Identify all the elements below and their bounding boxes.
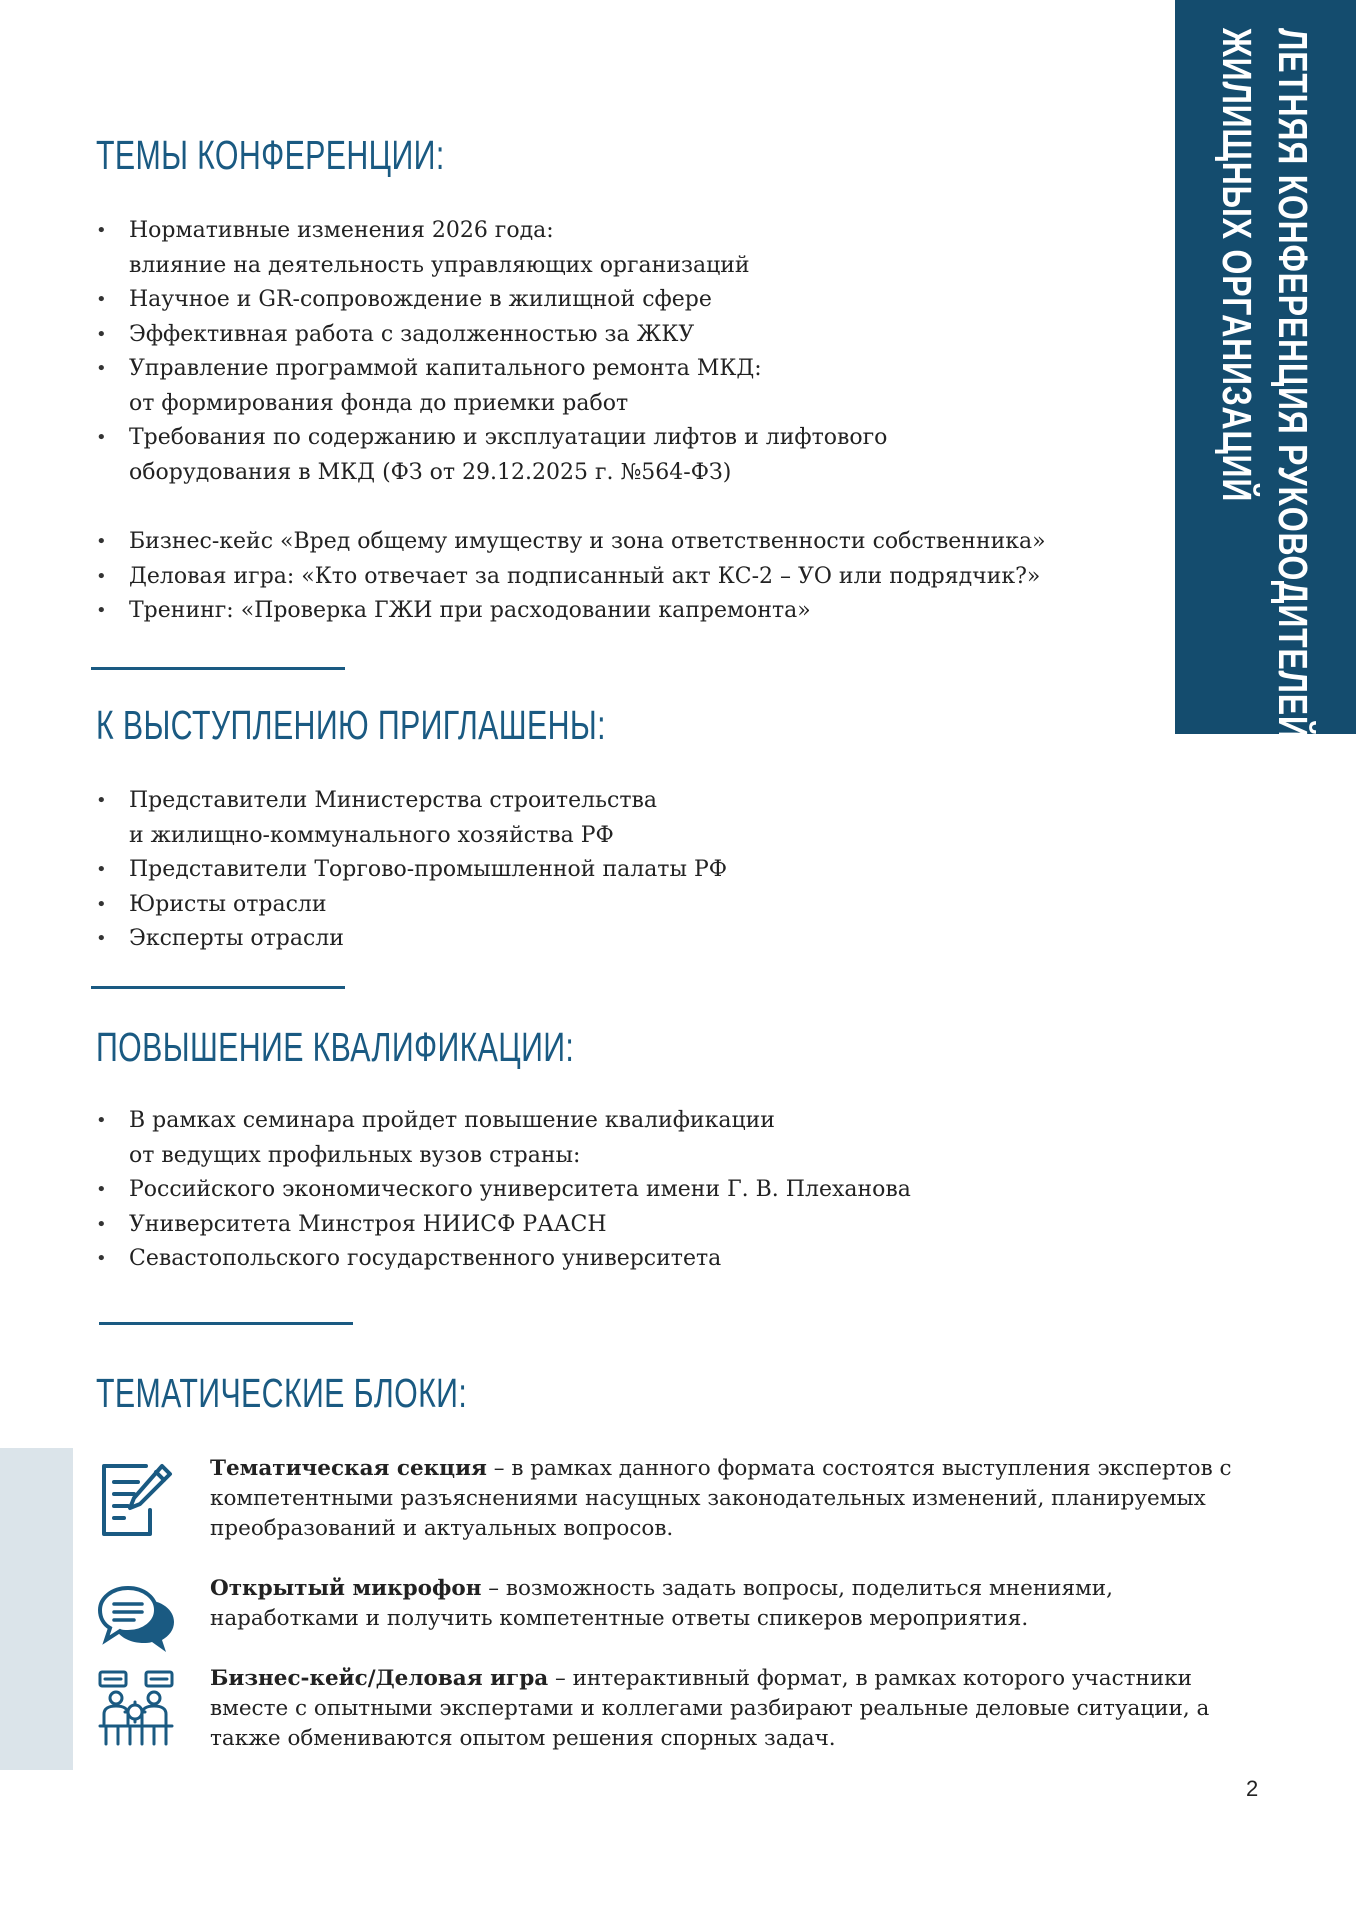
list-item: • Тренинг: «Проверка ГЖИ при расходовании капремонта» — [96, 594, 1096, 629]
block-open-microphone — [96, 1574, 1266, 1658]
section-divider — [99, 1322, 353, 1325]
block-text — [210, 1574, 1250, 1658]
block-description: – возможность задать вопросы, поделиться мнениями, наработками и получить компетентные ответы спикеров мероприятия. — [210, 1576, 1113, 1631]
block-description: – интерактивный формат, в рамках которого участники вместе с опытными экспертами и коллегами разбирают реальные деловые ситуации, а также обмениваются опытом решения спорных задач. — [210, 1666, 1210, 1751]
list-item: • Деловая игра: «Кто отвечает за подписанный акт КС-2 – УО или подрядчик?» — [96, 560, 1096, 595]
topics-extra-list — [96, 525, 1096, 629]
list-item: • Представители Торгово-промышленной палаты РФ — [96, 853, 1096, 888]
block-description: – в рамках данного формата состоятся выступления экспертов с компетентными разъяснениями насущных законодательных изменений, планируемых преобразований и актуальных вопросов. — [210, 1456, 1232, 1541]
qualification-list — [96, 1104, 1096, 1277]
qualification-heading: ПОВЫШЕНИЕ КВАЛИФИКАЦИИ: — [96, 1024, 575, 1070]
block-title: Бизнес-кейс/Деловая игра — [210, 1666, 549, 1691]
list-item: • Бизнес-кейс «Вред общему имуществу и зона ответственности собственника» — [96, 525, 1096, 560]
left-decor-bar — [0, 1448, 73, 1770]
list-item: • В рамках семинара пройдет повышение квалификации от ведущих профильных вузов страны: — [96, 1104, 1096, 1173]
invited-heading: К ВЫСТУПЛЕНИЮ ПРИГЛАШЕНЫ: — [96, 702, 606, 748]
page-number: 2 — [1246, 1776, 1259, 1801]
list-item: • Севастопольского государственного университета — [96, 1242, 1096, 1277]
side-banner — [1175, 0, 1356, 740]
section-divider — [91, 986, 345, 989]
block-text — [210, 1664, 1250, 1754]
document-edit-icon — [96, 1458, 176, 1538]
list-item: • Российского экономического университета имени Г. В. Плеханова — [96, 1173, 1096, 1208]
block-business-case — [96, 1664, 1266, 1754]
blocks-heading: ТЕМАТИЧЕСКИЕ БЛОКИ: — [96, 1370, 468, 1416]
team-meeting-icon — [96, 1668, 176, 1748]
list-item: • Университета Минстроя НИИСФ РААСН — [96, 1208, 1096, 1243]
block-title: Тематическая секция — [210, 1456, 487, 1481]
list-item: • Юристы отрасли — [96, 888, 1096, 923]
list-item: • Эксперты отрасли — [96, 922, 1096, 957]
banner-line-2: ЖИЛИЩНЫХ ОРГАНИЗАЦИЙ — [1214, 28, 1261, 503]
list-item: • Научное и GR-сопровождение в жилищной сфере — [96, 283, 1096, 318]
block-text — [210, 1454, 1250, 1544]
chat-bubbles-icon — [96, 1578, 176, 1658]
topics-heading: ТЕМЫ КОНФЕРЕНЦИИ: — [96, 132, 445, 178]
block-title: Открытый микрофон — [210, 1576, 482, 1601]
topics-list — [96, 214, 1096, 490]
block-thematic-section — [96, 1454, 1266, 1544]
list-item: • Представители Министерства строительства и жилищно-коммунального хозяйства РФ — [96, 784, 1096, 853]
list-item: • Нормативные изменения 2026 года: влияние на деятельность управляющих организаций — [96, 214, 1096, 283]
banner-line-1: ЛЕТНЯЯ КОНФЕРЕНЦИЯ РУКОВОДИТЕЛЕЙ — [1270, 28, 1317, 740]
list-item: • Эффективная работа с задолженностью за ЖКУ — [96, 318, 1096, 353]
invited-list — [96, 784, 1096, 957]
list-item: • Управление программой капитального ремонта МКД: от формирования фонда до приемки работ — [96, 352, 1096, 421]
section-divider — [91, 667, 345, 670]
list-item: • Требования по содержанию и эксплуатации лифтов и лифтового оборудования в МКД (ФЗ от 29.12.2025 г. №564-ФЗ) — [96, 421, 1096, 490]
banner-title — [1175, 0, 1356, 740]
